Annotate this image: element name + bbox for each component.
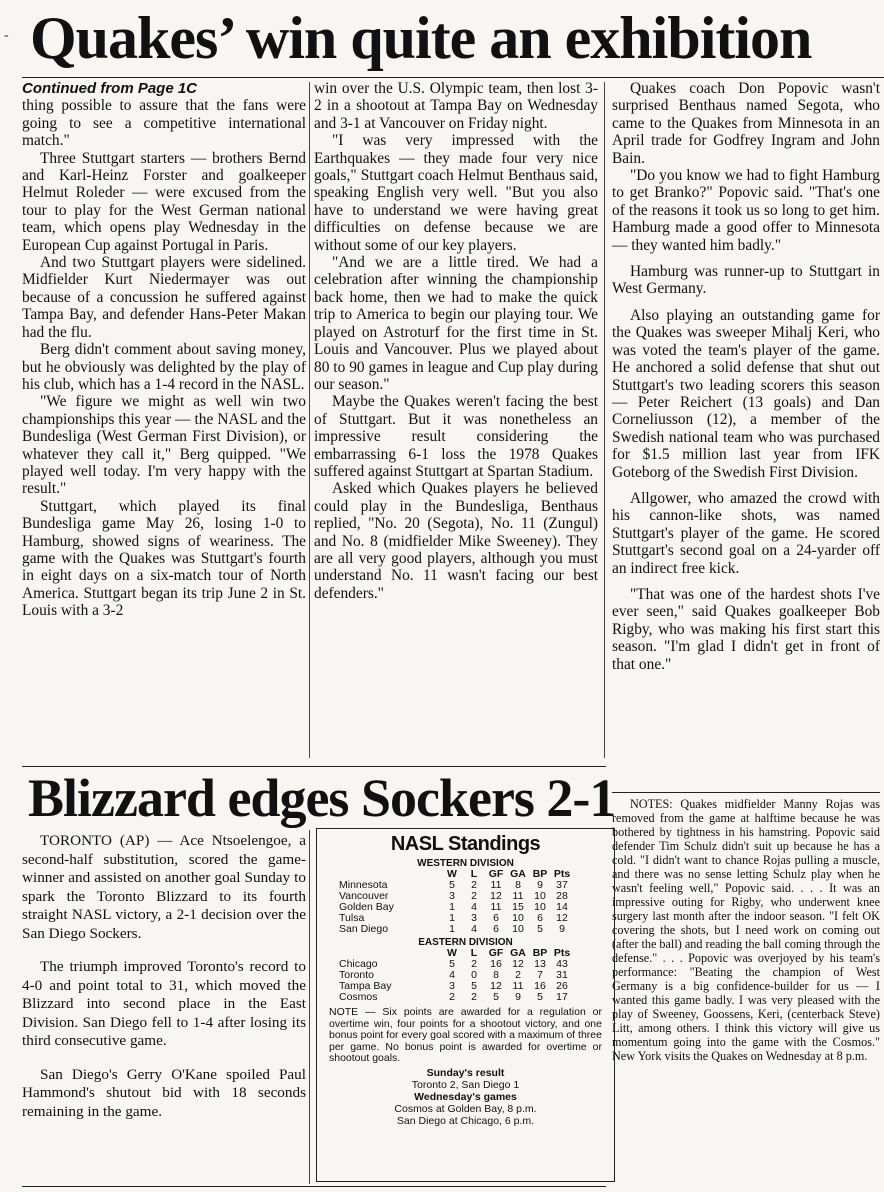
stat-cell: 16: [534, 980, 546, 992]
paragraph: Asked which Quakes players he believed could play in the Bundesliga, Benthaus replied, "No. 20 (Segota), No. 11 (Zungul) and No. 8 (midfielder Mike Sweeney). They are all very good players, although you must understand No. 11 wasn't facing our best defenders.": [314, 480, 598, 602]
stat-cell: 26: [556, 980, 568, 992]
stat-cell: 28: [556, 890, 568, 902]
paragraph: win over the U.S. Olympic team, then lost 3-2 in a shootout at Tampa Bay on Wednesday and 3-1 at Vancouver on Friday night.: [314, 80, 598, 132]
table-row: [337, 992, 573, 1003]
stat-cell: 10: [512, 912, 524, 924]
story-separator: [22, 766, 606, 767]
paragraph: "I was very impressed with the Earthquakes — they made four very nice goals," Stuttgart coach Helmut Benthaus said, speaking English very well. "But you also have to understand we were having great difficulties on defense because we are without some of our key players.: [314, 132, 598, 254]
stat-cell: 5: [537, 923, 543, 935]
stat-cell: 11: [512, 890, 524, 902]
col-header: L: [470, 868, 478, 880]
stat-cell: 5: [537, 991, 543, 1003]
stat-cell: 10: [534, 901, 546, 913]
paragraph: Berg didn't comment about saving money, but he obviously was delighted by the play of his club, which has a 1-4 record in the NASL.: [22, 341, 306, 393]
stat-cell: 10: [512, 923, 524, 935]
stat-cell: 37: [556, 879, 568, 891]
paragraph: Hamburg was runner-up to Stuttgart in West Germany.: [612, 263, 880, 298]
team-name: Vancouver: [339, 890, 389, 902]
blizzard-column: [22, 832, 306, 1121]
stat-cell: 1: [449, 923, 455, 935]
stat-cell: 6: [493, 912, 499, 924]
col-header: GA: [510, 947, 526, 959]
column-divider: [604, 82, 605, 758]
column-divider: [309, 830, 310, 1184]
standings-box: [316, 828, 615, 1182]
paragraph: Maybe the Quakes weren't facing the best of Stuttgart. But it was nonetheless an impressive result considering the embarrassing 6-1 loss the 1978 Quakes suffered against Stuttgart at Spartan Stadium.: [314, 393, 598, 480]
paragraph: "And we are a little tired. We had a celebration after winning the championship back home, then we had to make the quick trip to America to begin our playing tour. We played on Astroturf for the first time in St. Louis and Vancouver. Plus we played about 80 to 90 games in league and Cup play during our season.": [314, 254, 598, 393]
col-header: GF: [488, 868, 504, 880]
stat-cell: 9: [537, 879, 543, 891]
col-header: W: [447, 947, 457, 959]
stat-cell: 11: [490, 879, 502, 891]
wednesday-game: San Diego at Chicago, 6 p.m.: [396, 1114, 535, 1127]
bottom-rule: [22, 1186, 606, 1187]
team-name: Chicago: [339, 958, 378, 970]
stat-cell: 3: [449, 980, 455, 992]
headline-rule: [22, 77, 884, 78]
stat-cell: 2: [471, 890, 477, 902]
stat-cell: 5: [471, 980, 477, 992]
team-name: San Diego: [339, 923, 389, 935]
stat-cell: 10: [534, 890, 546, 902]
column-divider: [309, 82, 310, 758]
stat-cell: 11: [490, 901, 502, 913]
stat-cell: 8: [515, 879, 521, 891]
stat-cell: 14: [556, 901, 568, 913]
notes-paragraph: NOTES: Quakes midfielder Manny Rojas was removed from the game at halftime because he was bothered by tightness in his hamstring. Popovic said defender Tim Schulz didn't suit up because he has a cold. "I didn't want to chance Rojas pulling a muscle, and there was no sense letting Schulz play when he wasn't feeling well," Popovic said. . . . It was an impressive outing for Rigby, who underwent knee surgery last month after the indoor season. "I felt OK covering the shots, but I need work on coming out (after the ball) and reading the ball coming through the defense." . . . Popovic was overjoyed by his team's performance: "Beating the champion of West Germany is a big confidence-builder for us — I wanted this game badly. I was very pleased with the play of Sweeney, Goossens, Keri, (centerback Steve) Litt, among others. I think this victory will give us momentum going into the game with the Cosmos." New York visits the Quakes on Wednesday at 8 p.m.: [612, 797, 880, 1063]
western-table: [337, 869, 573, 935]
stat-cell: 9: [515, 991, 521, 1003]
continued-line: Continued from Page 1C: [22, 80, 198, 97]
paragraph: And two Stuttgart players were sidelined. Midfielder Kurt Niedermayer was out because of a concussion he suffered against Tampa Bay, and defender Hans-Peter Makan had the flu.: [22, 254, 306, 341]
sunday-label: Sunday's result: [426, 1066, 505, 1079]
western-division-label: WESTERN DIVISION: [417, 858, 514, 869]
stat-cell: 17: [556, 991, 568, 1003]
paragraph: TORONTO (AP) — Ace Ntsoelengoe, a second-half substitution, scored the game-winner and assisted on another goal Sunday to spark the Toronto Blizzard to its fourth straight NASL victory, a 2-1 decision over the San Diego Sockers.: [22, 832, 306, 942]
team-name: Tulsa: [339, 912, 365, 924]
team-name: Tampa Bay: [339, 980, 392, 992]
stat-cell: 1: [449, 912, 455, 924]
stat-cell: 0: [471, 969, 477, 981]
paragraph: The triumph improved Toronto's record to 4-0 and point total to 31, which moved the Blizzard into second place in the East Division. San Diego fell to 1-4 after losing its third consecutive game.: [22, 958, 306, 1049]
standings-note: NOTE — Six points are awarded for a regulation or overtime win, four points for a shootout victory, and one bonus point for every goal scored with a maximum of three per game. No bonus point is awarded for overtime or shootout goals.: [329, 1006, 602, 1064]
margin-mark: -: [4, 28, 9, 43]
stat-cell: 11: [512, 980, 524, 992]
paragraph: Three Stuttgart starters — brothers Bernd and Karl-Heinz Forster and goalkeeper Helmut Roleder — were excused from the tour to play for the West German national team, which opens play Wednesday in the European Cup against Portugal in Paris.: [22, 149, 306, 254]
paragraph: "That was one of the hardest shots I've ever seen," said Quakes goalkeeper Bob Rigby, who was making his first start this season. "I'm glad I didn't get in front of that one.": [612, 585, 880, 673]
sunday-result: Toronto 2, San Diego 1: [411, 1078, 520, 1091]
notes-block: [612, 797, 880, 1063]
paragraph: "We figure we might as well win two championships this year — the NASL and the Bundesliga (West German First Division), or whatever they call it," Berg quipped. "We played well today. I'm very happy with the result.": [22, 393, 306, 498]
stat-cell: 6: [537, 912, 543, 924]
stat-cell: 12: [556, 912, 568, 924]
stat-cell: 1: [449, 901, 455, 913]
schedule: [317, 1067, 614, 1127]
paragraph: Also playing an outstanding game for the Quakes was sweeper Mihalj Keri, who was voted the team's player of the game. He anchored a solid defense that shut out Stuttgart's two leading scorers this season — Peter Reichert (13 goals) and Dan Corneliusson (12), a member of the Swedish national team who was purchased for $1.5 million last year from IFK Goteborg of the Swedish First Division.: [612, 306, 880, 481]
stat-cell: 4: [449, 969, 455, 981]
stat-cell: 15: [512, 901, 524, 913]
col-header: Pts: [553, 947, 571, 959]
paragraph: Quakes coach Don Popovic wasn't surprised Benthaus named Segota, who came to the Quakes from Minnesota in an April trade for Godfrey Ingram and John Bain.: [612, 80, 880, 167]
team-name: Toronto: [339, 969, 375, 981]
stat-cell: 8: [493, 969, 499, 981]
headline-2: Blizzard edges Sockers 2-1: [28, 768, 616, 828]
eastern-table: [337, 948, 573, 1003]
col-header: BP: [532, 947, 548, 959]
stat-cell: 4: [471, 923, 477, 935]
stat-cell: 3: [449, 890, 455, 902]
notes-rule: [612, 792, 880, 793]
stat-cell: 12: [512, 958, 524, 970]
stat-cell: 6: [493, 923, 499, 935]
standings-title: NASL Standings: [390, 833, 541, 855]
stat-cell: 12: [490, 980, 502, 992]
stat-cell: 2: [471, 879, 477, 891]
stat-cell: 43: [556, 958, 568, 970]
stat-cell: 9: [559, 923, 565, 935]
wednesday-game: Cosmos at Golden Bay, 8 p.m.: [394, 1102, 537, 1115]
stat-cell: 5: [449, 879, 455, 891]
paragraph: San Diego's Gerry O'Kane spoiled Paul Hammond's shutout bid with 18 seconds remaining in the game.: [22, 1065, 306, 1120]
article-column-1: [22, 80, 306, 620]
paragraph: Stuttgart, which played its final Bundesliga game May 26, losing 1-0 to Hamburg, showed signs of weariness. The game with the Quakes was Stuttgart's fourth in eight days on a six-match tour of North America. Stuttgart began its trip June 2 in St. Louis with a 3-2: [22, 497, 306, 620]
stat-cell: 5: [449, 958, 455, 970]
article-column-3: [612, 80, 880, 673]
stat-cell: 31: [556, 969, 568, 981]
stat-cell: 2: [515, 969, 521, 981]
stat-cell: 13: [534, 958, 546, 970]
table-row: [337, 924, 573, 935]
paragraph: "Do you know we had to fight Hamburg to get Branko?" Popovic said. "That's one of the reasons it took us so long to get him. Hamburg made a good offer to Minnesota — they wanted him badly.": [612, 167, 880, 254]
col-header: W: [447, 868, 457, 880]
article-column-2: [314, 80, 598, 602]
col-header: Pts: [553, 868, 571, 880]
headline: Quakes’ win quite an exhibition: [30, 5, 812, 71]
stat-cell: 7: [537, 969, 543, 981]
col-header: GF: [488, 947, 504, 959]
stat-cell: 2: [471, 958, 477, 970]
stat-cell: 3: [471, 912, 477, 924]
col-header: BP: [532, 868, 548, 880]
team-name: Minnesota: [339, 879, 388, 891]
stat-cell: 16: [490, 958, 502, 970]
stat-cell: 4: [471, 901, 477, 913]
col-header: GA: [510, 868, 526, 880]
paragraph: Allgower, who amazed the crowd with his cannon-like shots, was named Stuttgart's player of the game. He scored Stuttgart's second goal on a 24-yarder off an indirect free kick.: [612, 489, 880, 577]
stat-cell: 2: [449, 991, 455, 1003]
wednesday-label: Wednesday's games: [414, 1090, 517, 1103]
stat-cell: 5: [493, 991, 499, 1003]
eastern-division-label: EASTERN DIVISION: [418, 937, 513, 948]
stat-cell: 2: [471, 991, 477, 1003]
team-name: Golden Bay: [339, 901, 394, 913]
paragraph: thing possible to assure that the fans were going to see a competitive international match.": [22, 97, 306, 150]
stat-cell: 12: [490, 890, 502, 902]
team-name: Cosmos: [339, 991, 378, 1003]
col-header: L: [470, 947, 478, 959]
